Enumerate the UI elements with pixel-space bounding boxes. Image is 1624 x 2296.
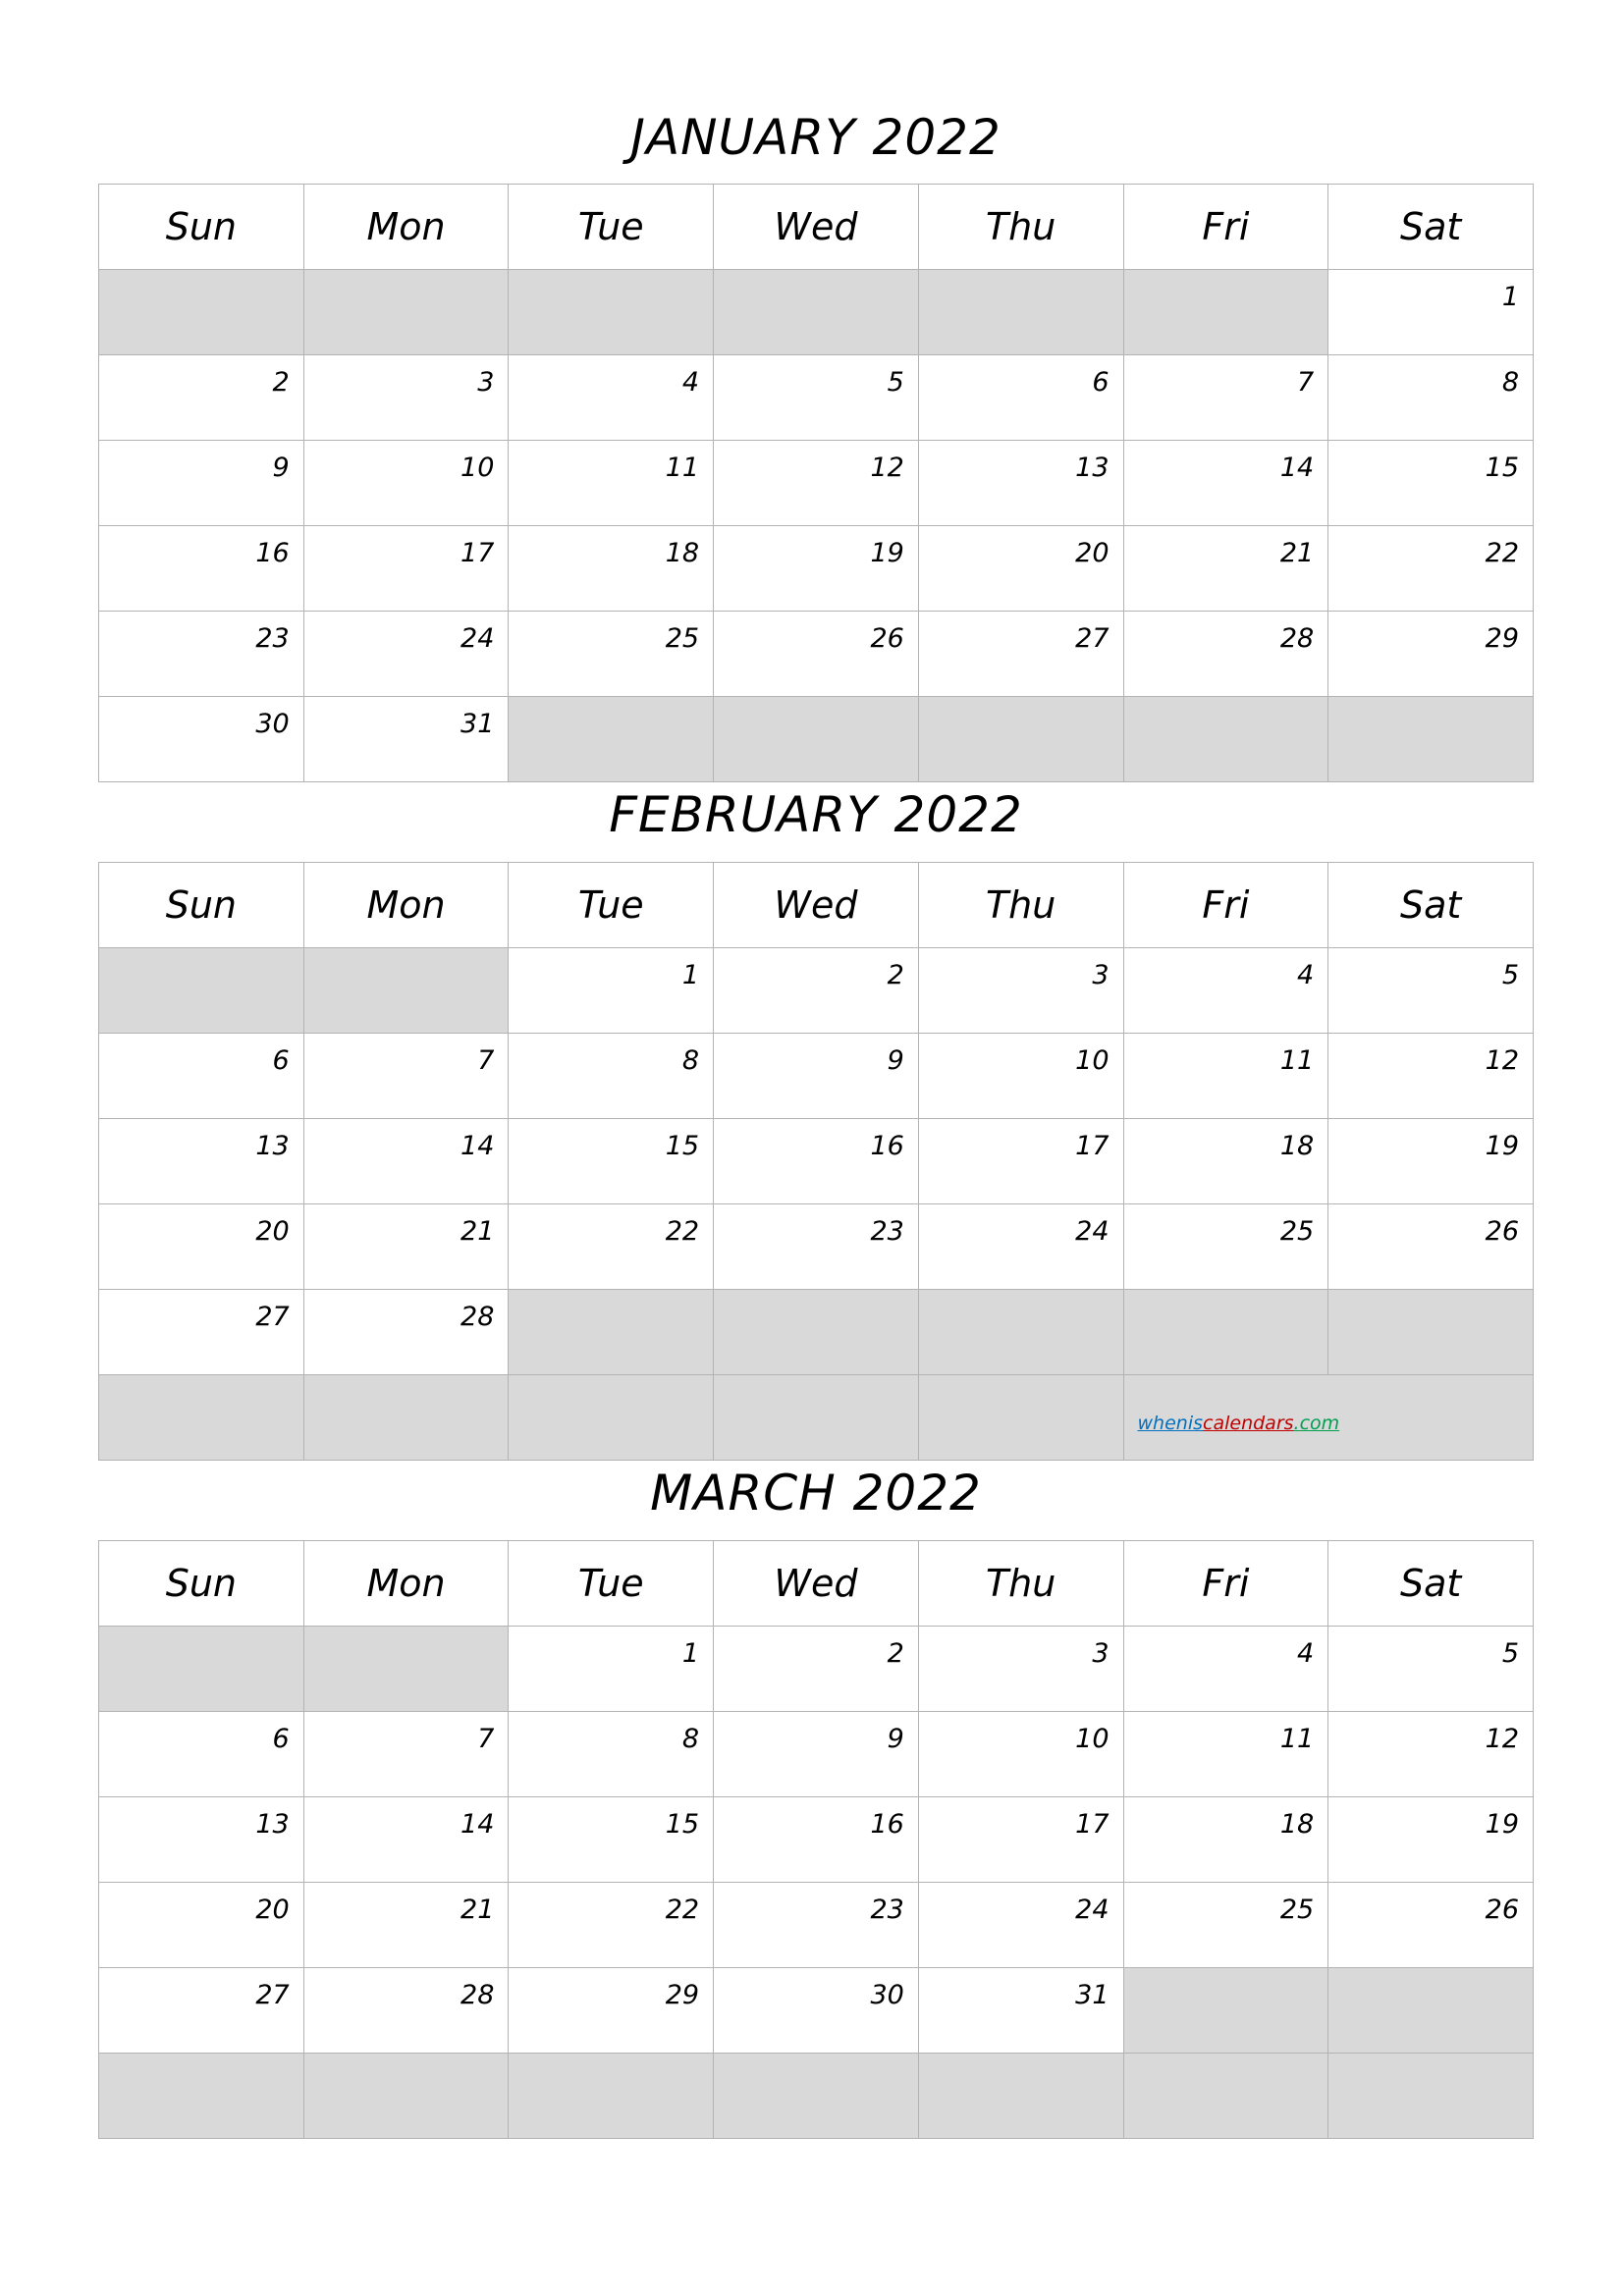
day-cell [918,526,1123,612]
day-cell [509,1034,714,1119]
day-number: 23 [255,623,290,654]
day-number: 1 [1501,282,1519,312]
credit-text: whenis [1137,1413,1204,1434]
day-number: 31 [460,709,495,739]
day-number: 15 [1485,453,1519,483]
day-cell [509,1797,714,1883]
weekday-header: Sat [1328,185,1534,270]
day-cell [1123,1797,1328,1883]
day-cell [509,1627,714,1712]
weekday-header: Fri [1123,863,1328,948]
week-row [99,526,1534,612]
weekday-header: Mon [303,863,509,948]
day-cell [918,1883,1123,1968]
day-cell [714,1119,919,1204]
day-cell [1328,1034,1534,1119]
day-cell [918,1712,1123,1797]
day-cell [1123,1883,1328,1968]
day-number: 6 [272,1724,290,1754]
day-cell [99,1968,304,2054]
day-cell [99,1290,304,1375]
month-grid [98,1540,1534,2139]
day-cell [303,1712,509,1797]
day-number: 31 [1075,1980,1110,2010]
empty-day-cell [303,1627,509,1712]
day-cell [714,948,919,1034]
day-number: 26 [1485,1216,1519,1247]
week-row [99,1290,1534,1375]
week-row [99,1797,1534,1883]
day-cell [509,526,714,612]
day-number: 16 [255,538,290,568]
day-cell [303,1204,509,1290]
day-cell [99,1204,304,1290]
empty-day-cell [509,1375,714,1461]
day-cell [303,441,509,526]
day-number: 17 [460,538,495,568]
empty-day-cell [99,2054,304,2139]
day-number: 28 [460,1302,495,1332]
day-number: 21 [460,1216,495,1247]
day-number: 1 [681,1638,700,1669]
day-number: 24 [1075,1216,1110,1247]
day-number: 23 [870,1216,904,1247]
day-cell [509,612,714,697]
day-cell [714,1034,919,1119]
day-number: 5 [887,367,904,398]
day-number: 14 [460,1131,495,1161]
empty-day-cell [1123,2054,1328,2139]
day-number: 8 [681,1045,700,1076]
day-cell [918,1968,1123,2054]
empty-day-cell [1328,1968,1534,2054]
day-cell [1123,526,1328,612]
empty-day-cell [1123,1290,1328,1375]
empty-day-cell [918,270,1123,355]
day-number: 21 [460,1895,495,1925]
day-number: 10 [1075,1724,1110,1754]
weekday-header: Thu [918,863,1123,948]
day-number: 16 [870,1809,904,1840]
day-number: 27 [255,1980,290,2010]
day-number: 29 [665,1980,700,2010]
empty-day-cell [714,2054,919,2139]
empty-day-cell [99,1627,304,1712]
weekday-header: Wed [714,1541,919,1627]
weekday-header: Tue [509,1541,714,1627]
day-cell [714,1204,919,1290]
weekday-header: Wed [714,863,919,948]
empty-day-cell [918,697,1123,782]
day-number: 21 [1279,538,1315,568]
day-cell [99,441,304,526]
day-number: 5 [1501,1638,1519,1669]
day-number: 24 [1075,1895,1110,1925]
day-number: 22 [665,1216,700,1247]
week-row [99,441,1534,526]
weekday-header: Sun [99,863,304,948]
day-number: 18 [1279,1131,1315,1161]
month-title: FEBRUARY 2022 [609,786,1023,843]
day-cell [1328,1627,1534,1712]
day-cell [303,526,509,612]
day-cell [303,697,509,782]
empty-day-cell [714,1290,919,1375]
day-cell [714,1627,919,1712]
day-number: 14 [1279,453,1315,483]
day-number: 2 [272,367,290,398]
day-cell [918,1034,1123,1119]
day-number: 7 [477,1045,495,1076]
empty-day-cell [303,270,509,355]
day-cell [509,441,714,526]
month-title: MARCH 2022 [650,1465,982,1522]
weekday-header-row [99,863,1534,948]
day-number: 12 [1485,1724,1519,1754]
empty-day-cell [509,2054,714,2139]
empty-day-cell [303,1375,509,1461]
day-cell [303,1797,509,1883]
day-number: 19 [1485,1809,1519,1840]
day-number: 11 [1279,1724,1315,1754]
day-number: 2 [887,960,904,990]
day-cell [714,1968,919,2054]
day-cell [1123,612,1328,697]
day-number: 26 [870,623,904,654]
day-number: 27 [1075,623,1110,654]
day-cell [509,1712,714,1797]
day-cell [1328,270,1534,355]
day-number: 18 [665,538,700,568]
empty-day-cell [509,270,714,355]
day-number: 5 [1501,960,1519,990]
day-cell [1328,1119,1534,1204]
day-cell [303,1119,509,1204]
day-cell [918,1204,1123,1290]
day-cell [303,1968,509,2054]
day-cell [918,612,1123,697]
day-cell [714,1797,919,1883]
day-number: 3 [1092,1638,1110,1669]
day-number: 18 [1279,1809,1315,1840]
day-cell [99,1034,304,1119]
day-number: 27 [255,1302,290,1332]
empty-day-cell [918,1375,1123,1461]
weekday-header: Mon [303,1541,509,1627]
day-number: 30 [870,1980,904,2010]
day-number: 6 [1092,367,1110,398]
day-number: 23 [870,1895,904,1925]
empty-day-cell [714,697,919,782]
day-cell [918,948,1123,1034]
day-number: 10 [460,453,495,483]
weekday-header: Fri [1123,1541,1328,1627]
day-cell [1123,441,1328,526]
day-number: 13 [1075,453,1110,483]
day-cell [509,1204,714,1290]
week-row [99,1712,1534,1797]
day-number: 12 [1485,1045,1519,1076]
day-number: 6 [272,1045,290,1076]
weekday-header: Mon [303,185,509,270]
day-cell [99,697,304,782]
day-cell [99,612,304,697]
week-row [99,1119,1534,1204]
empty-day-cell [509,1290,714,1375]
weekday-header: Sun [99,1541,304,1627]
day-cell [1123,355,1328,441]
empty-day-cell [714,1375,919,1461]
day-cell [1328,1883,1534,1968]
day-number: 15 [665,1131,700,1161]
weekday-header: Thu [918,1541,1123,1627]
weekday-header-row [99,185,1534,270]
day-cell [99,526,304,612]
day-number: 7 [477,1724,495,1754]
day-number: 11 [1279,1045,1315,1076]
day-number: 4 [1297,960,1315,990]
day-cell [714,355,919,441]
empty-day-cell [509,697,714,782]
day-cell [714,1883,919,1968]
credit-text: calendars [1203,1413,1294,1434]
day-cell [1123,1204,1328,1290]
day-cell [99,1119,304,1204]
week-row [99,948,1534,1034]
day-cell [918,1797,1123,1883]
day-cell [303,1883,509,1968]
day-number: 28 [1279,623,1315,654]
month-grid [98,184,1534,782]
empty-day-cell [918,2054,1123,2139]
day-number: 9 [887,1724,904,1754]
day-number: 28 [460,1980,495,2010]
empty-day-cell [1328,1290,1534,1375]
weekday-header: Thu [918,185,1123,270]
empty-day-cell [1123,1968,1328,2054]
day-number: 25 [1279,1895,1315,1925]
day-cell [1123,1034,1328,1119]
day-cell [99,355,304,441]
day-number: 17 [1075,1809,1110,1840]
day-cell [303,612,509,697]
weekday-header: Tue [509,863,714,948]
weekday-header: Tue [509,185,714,270]
day-number: 20 [1075,538,1110,568]
day-cell [714,526,919,612]
day-number: 24 [460,623,495,654]
day-cell [1123,1627,1328,1712]
day-cell [1328,612,1534,697]
day-cell [303,1290,509,1375]
day-cell [1328,1797,1534,1883]
day-number: 26 [1485,1895,1519,1925]
weekday-header-row [99,1541,1534,1627]
day-number: 4 [1297,1638,1315,1669]
day-cell [509,1119,714,1204]
month-title: JANUARY 2022 [630,109,1001,166]
week-row [99,1627,1534,1712]
credit-cell [1123,1375,1533,1461]
day-number: 8 [1501,367,1519,398]
day-cell [509,1883,714,1968]
day-number: 1 [681,960,700,990]
day-number: 9 [887,1045,904,1076]
week-row [99,1968,1534,2054]
empty-day-cell [1123,270,1328,355]
weekday-header: Wed [714,185,919,270]
day-cell [918,355,1123,441]
day-number: 30 [255,709,290,739]
day-cell [1123,1712,1328,1797]
day-cell [714,612,919,697]
day-cell [1123,948,1328,1034]
day-cell [1123,1119,1328,1204]
day-cell [99,1883,304,1968]
day-number: 20 [255,1216,290,1247]
day-number: 20 [255,1895,290,1925]
empty-day-cell [303,2054,509,2139]
day-cell [1328,441,1534,526]
day-cell [1328,526,1534,612]
day-number: 19 [1485,1131,1519,1161]
day-cell [99,1797,304,1883]
day-number: 25 [1279,1216,1315,1247]
empty-day-cell [1328,2054,1534,2139]
empty-day-cell [714,270,919,355]
day-number: 15 [665,1809,700,1840]
day-cell [918,1627,1123,1712]
day-cell [1328,1204,1534,1290]
day-cell [303,355,509,441]
day-cell [509,1968,714,2054]
day-number: 29 [1485,623,1519,654]
empty-day-cell [1123,697,1328,782]
day-number: 11 [665,453,700,483]
empty-day-cell [99,1375,304,1461]
empty-day-cell [303,948,509,1034]
weekday-header: Sat [1328,1541,1534,1627]
weekday-header: Sun [99,185,304,270]
day-cell [509,355,714,441]
day-cell [1328,948,1534,1034]
day-number: 25 [665,623,700,654]
credit-text: .com [1293,1413,1340,1434]
empty-day-cell [99,270,304,355]
day-cell [918,441,1123,526]
week-row [99,612,1534,697]
day-number: 22 [1485,538,1519,568]
week-row [99,270,1534,355]
day-number: 17 [1075,1131,1110,1161]
empty-day-cell [99,948,304,1034]
day-cell [1328,355,1534,441]
weekday-header: Sat [1328,863,1534,948]
day-cell [99,1712,304,1797]
week-row [99,697,1534,782]
weekday-header: Fri [1123,185,1328,270]
day-number: 7 [1297,367,1315,398]
day-cell [1328,1712,1534,1797]
day-number: 12 [870,453,904,483]
day-number: 4 [681,367,700,398]
week-row [99,1375,1534,1461]
day-cell [303,1034,509,1119]
day-number: 3 [1092,960,1110,990]
day-cell [714,1712,919,1797]
day-number: 10 [1075,1045,1110,1076]
week-row [99,2054,1534,2139]
empty-day-cell [918,1290,1123,1375]
day-number: 19 [870,538,904,568]
day-number: 16 [870,1131,904,1161]
month-grid [98,862,1534,1461]
day-number: 9 [272,453,290,483]
week-row [99,1034,1534,1119]
day-number: 14 [460,1809,495,1840]
empty-day-cell [1328,697,1534,782]
day-number: 3 [477,367,495,398]
day-number: 13 [255,1131,290,1161]
week-row [99,1883,1534,1968]
day-cell [509,948,714,1034]
day-cell [918,1119,1123,1204]
week-row [99,355,1534,441]
day-number: 13 [255,1809,290,1840]
site-credit [1124,1375,1533,1434]
day-number: 8 [681,1724,700,1754]
day-number: 2 [887,1638,904,1669]
day-cell [714,441,919,526]
day-number: 22 [665,1895,700,1925]
week-row [99,1204,1534,1290]
